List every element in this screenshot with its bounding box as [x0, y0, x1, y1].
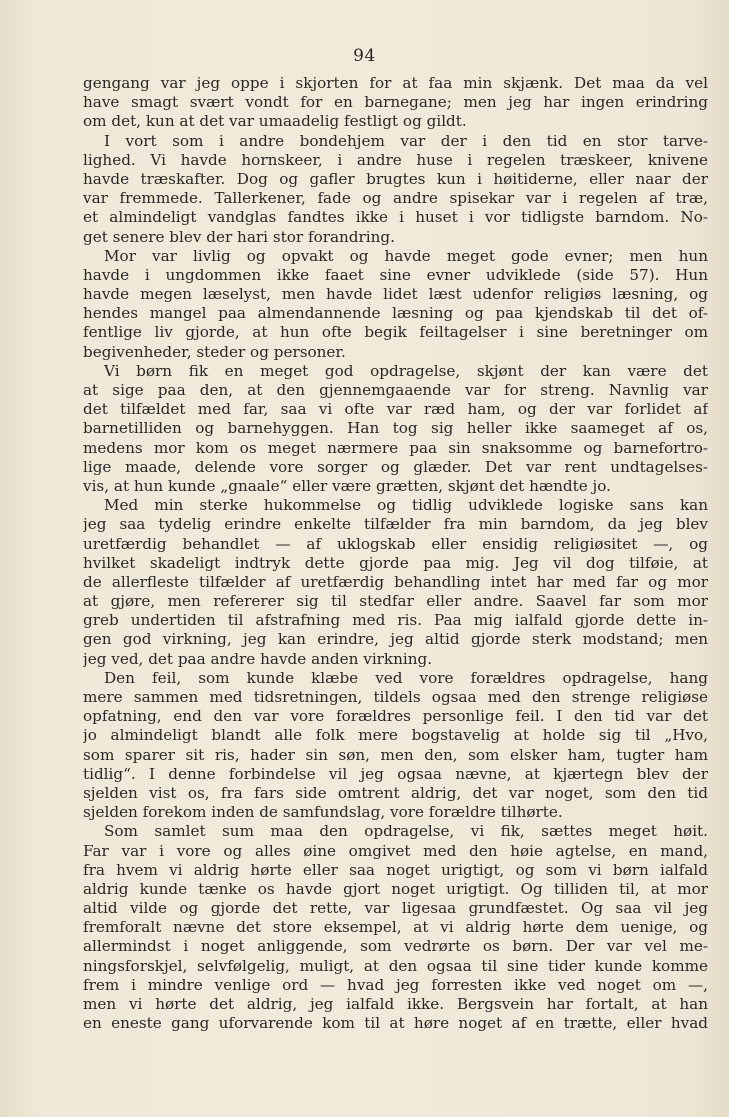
- text-line: Mor var livlig og opvakt og havde meget gode evner; men hun: [104, 246, 708, 265]
- text-line: mere sammen med tidsretningen, tildels ogsaa med den strenge religiøse: [83, 688, 708, 706]
- text-line: om det, kun at det var umaadelig festligt og gildt.: [83, 112, 467, 131]
- text-line: havde megen læselyst, men havde lidet læst udenfor religiøs læsning, og: [83, 285, 708, 304]
- text-line: en eneste gang uforvarende kom til at høre noget af en trætte, eller hvad: [83, 1014, 708, 1033]
- text-line: var fremmede. Tallerkener, fade og andre spisekar var i regelen af træ,: [83, 189, 708, 208]
- text-line: altid vilde og gjorde det rette, var ligesaa grundfæstet. Og saa vil jeg: [83, 899, 708, 918]
- text-line: greb undertiden til afstrafning med ris. Paa mig ialfald gjorde dette in-: [83, 611, 708, 630]
- body-text: [83, 74, 708, 1033]
- text-line: fremforalt nævne det store eksempel, at vi aldrig hørte dem uenige, og: [83, 918, 708, 937]
- text-line: fra hvem vi aldrig hørte eller saa noget urigtigt, og som vi børn ialfald: [83, 860, 708, 879]
- text-line: Vi børn fik en meget god opdragelse, skjønt der kan være det: [104, 361, 708, 380]
- text-line: fentlige liv gjorde, at hun ofte begik feiltagelser i sine beretninger om: [83, 323, 708, 342]
- text-line: gen god virkning, jeg kan erindre, jeg altid gjorde sterk modstand; men: [83, 630, 708, 649]
- text-line: jeg saa tydelig erindre enkelte tilfælder fra min barndom, da jeg blev: [83, 515, 708, 534]
- text-line: gengang var jeg oppe i skjorten for at faa min skjænk. Det maa da vel: [83, 74, 708, 92]
- text-line: som sparer sit ris, hader sin søn, men den, som elsker ham, tugter ham: [83, 745, 708, 764]
- text-line: jo almindeligt blandt alle folk mere bogstavelig at holde sig til „Hvo,: [83, 726, 708, 745]
- text-line: men vi hørte det aldrig, jeg ialfald ikke. Bergsvein har fortalt, at han: [83, 995, 708, 1013]
- text-line: have smagt svært vondt for en barnegane; men jeg har ingen erindring: [83, 93, 708, 112]
- text-line: aldrig kunde tænke os havde gjort noget urigtigt. Og tilliden til, at mor: [83, 879, 708, 898]
- text-line: Far var i vore og alles øine omgivet med den høie agtelse, en mand,: [83, 841, 708, 860]
- text-line: jeg ved, det paa andre havde anden virkning.: [83, 649, 433, 668]
- text-line: medens mor kom os meget nærmere paa sin snaksomme og barnefortro-: [83, 438, 708, 457]
- text-line: at gjøre, men refererer sig til stedfar eller andre. Saavel far som mor: [83, 592, 708, 611]
- text-line: allermindst i noget anliggende, som vedrørte os børn. Der var vel me-: [83, 937, 708, 956]
- text-line: at sige paa den, at den gjennemgaaende var for streng. Navnlig var: [83, 381, 708, 399]
- text-line: havde træskafter. Dog og gafler brugtes kun i høitiderne, eller naar der: [83, 169, 708, 188]
- text-line: sjelden forekom inden de samfundslag, vore forældre tilhørte.: [83, 803, 563, 822]
- text-line: havde i ungdommen ikke faaet sine evner udviklede (side 57). Hun: [83, 265, 708, 284]
- text-line: vis, at hun kunde „gnaale“ eller være grætten, skjønt det hændte jo.: [83, 476, 611, 495]
- text-line: begivenheder, steder og personer.: [83, 342, 346, 361]
- text-line: frem i mindre venlige ord — hvad jeg forresten ikke ved noget om —,: [83, 975, 708, 994]
- text-line: Med min sterke hukommelse og tidlig udviklede logiske sans kan: [104, 496, 708, 515]
- text-line: get senere blev der hari stor forandring.: [83, 227, 395, 246]
- page-number: 94: [353, 46, 376, 66]
- text-line: ningsforskjel, selvfølgelig, muligt, at den ogsaa til sine tider kunde komme: [83, 956, 708, 975]
- text-line: opfatning, end den var vore forældres personlige feil. I den tid var det: [83, 707, 708, 726]
- text-line: barnetilliden og barnehyggen. Han tog sig heller ikke saameget af os,: [83, 419, 708, 438]
- text-line: det tilfældet med far, saa vi ofte var ræd ham, og der var forlidet af: [83, 400, 708, 419]
- text-line: hvilket skadeligt indtryk dette gjorde paa mig. Jeg vil dog tilføie, at: [83, 553, 708, 572]
- text-line: lighed. Vi havde hornskeer, i andre huse i regelen træskeer, knivene: [83, 150, 708, 169]
- text-line: hendes mangel paa almendannende læsning og paa kjendskab til det of-: [83, 304, 708, 323]
- text-line: de allerfleste tilfælder af uretfærdig behandling intet har med far og mor: [83, 572, 708, 591]
- text-line: Den feil, som kunde klæbe ved vore forældres opdragelse, hang: [104, 668, 708, 687]
- text-line: I vort som i andre bondehjem var der i den tid en stor tarve-: [104, 131, 708, 150]
- text-line: et almindeligt vandglas fandtes ikke i huset i vor tidligste barndom. No-: [83, 208, 708, 227]
- text-line: lige maade, delende vore sorger og glæder. Det var rent undtagelses-: [83, 457, 708, 476]
- text-line: Som samlet sum maa den opdragelse, vi fik, sættes meget høit.: [104, 822, 708, 841]
- text-line: uretfærdig behandlet — af uklogskab eller ensidig religiøsitet —, og: [83, 534, 708, 553]
- text-line: sjelden vist os, fra fars side omtrent aldrig, det var noget, som den tid: [83, 783, 708, 802]
- text-line: tidlig“. I denne forbindelse vil jeg ogsaa nævne, at kjærtegn blev der: [83, 764, 708, 783]
